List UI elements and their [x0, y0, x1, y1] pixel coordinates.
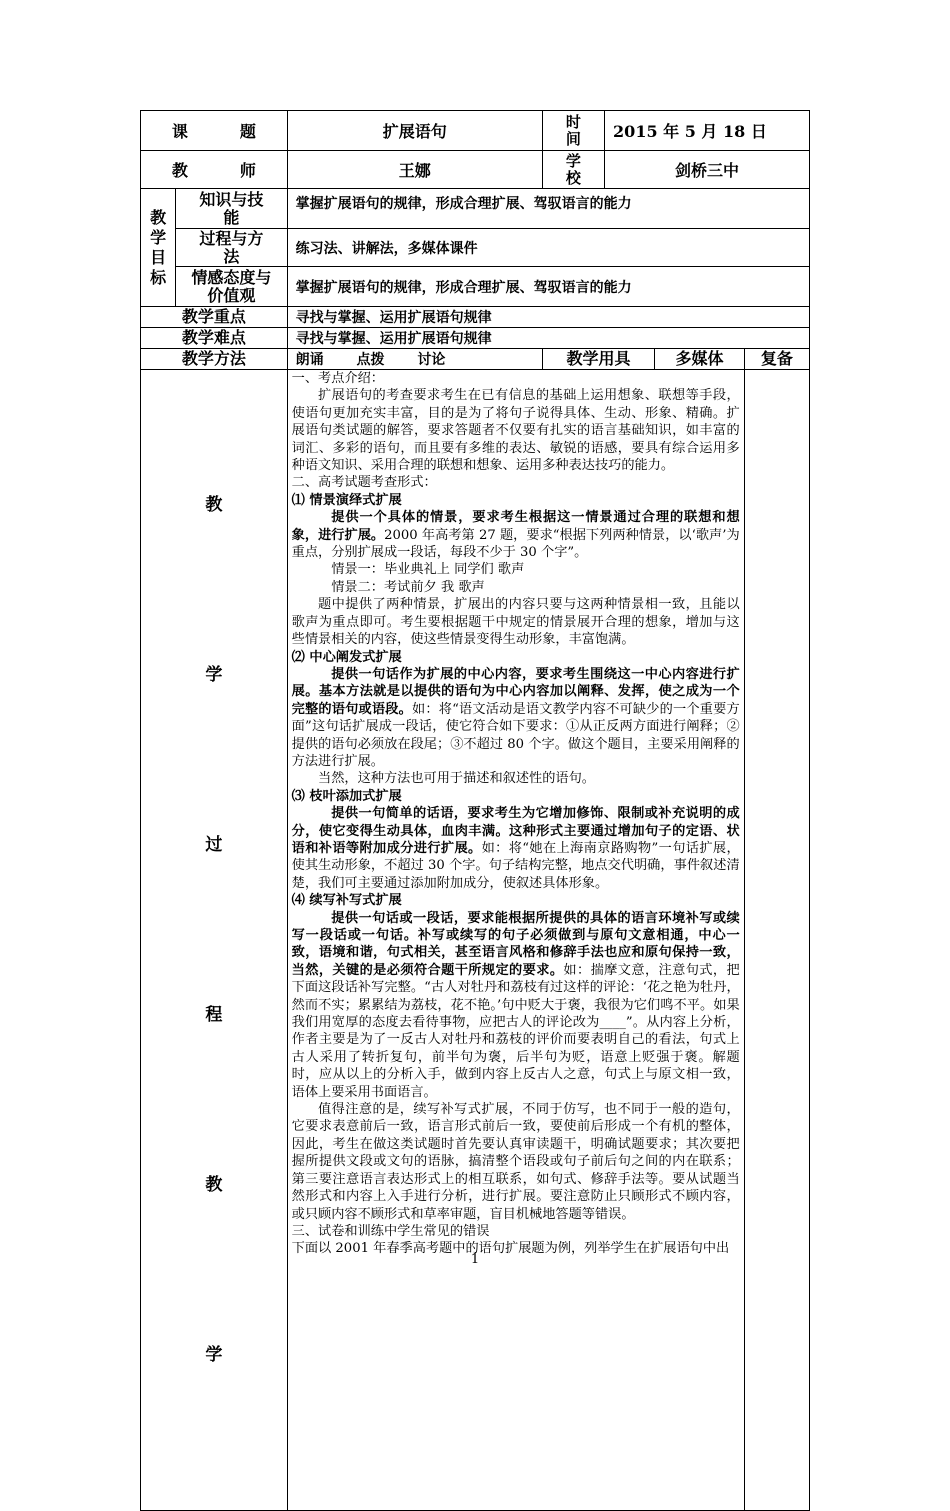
key-point-value: 寻找与掌握、运用扩展语句规律 [287, 307, 809, 328]
school-label: 学校 [542, 151, 604, 189]
key-point-row [141, 307, 810, 328]
teacher-value: 王娜 [287, 151, 542, 189]
process-label-char: 教 [205, 1175, 223, 1195]
method-value: 朗诵 点拨 讨论 [287, 349, 542, 370]
goal-row-process [141, 229, 810, 267]
paragraph: 如：揣摩文意，注意句式，把下面这段话补写完整。“古人对牡丹和荔枝有过这样的评论：‘花之艳为牡丹，然而不实；累累结为荔枝，花不艳。’句中贬大于褒，我很为它们鸣不平。如果我们用宽厚的态度去看待事物，应把古人的评论改为____”。从内容上分析，作者主要是为了一反古人对牡丹和荔枝的评价而要表明自己的看法，句式上古人采用了转折复句，前半句为褒，后半句为贬，语意上贬强于褒。解题时，应从以上的分析入手，做到内容上反古人之意，句式上与原文相一致，语体上要采用书面语言。 [291, 962, 740, 1100]
goal-value-emotion: 掌握扩展语句的规律，形成合理扩展、驾驭语言的能力 [287, 267, 809, 307]
process-label-char: 学 [205, 1345, 223, 1365]
paragraph: 值得注意的是，续写补写式扩展，不同于仿写，也不同于一般的造句，它要求表意前后一致，语言形式前后一致，要使前后形成一个有机的整体，因此，考生在做这类试题时首先要认真审读题干，明确试题要求；其次要把握所提供文段或文句的语脉，搞清整个语段或句子前后句之间的内在联系；第三要注意语言表达形式上的相互联系，如句式、修辞手法等。要从试题当然形式和内容上入手进行分析，进行扩展。要注意防止只顾形式不顾内容，或只顾内容不顾形式和草率审题，盲目机械地答题等错误。 [291, 1102, 740, 1222]
process-row [141, 370, 810, 1511]
subsection-heading: ⑴ 情景演绎式扩展 [291, 492, 402, 508]
date-value: 2015 年 5 月 18 日 [605, 111, 810, 151]
process-label-char: 过 [205, 835, 223, 855]
paragraph: 下面以 2001 年春季高考题中的语句扩展题为例，列举学生在扩展语句中出 [291, 1241, 730, 1257]
section-heading: 一、考点介绍： [291, 371, 384, 386]
process-content [287, 370, 744, 1511]
bold-definition: 提供一个具体的情景，要求考生根据这一情景通过合理的联想和想象，进行扩展。 [291, 510, 740, 543]
bold-definition: 提供一句话作为扩展的中心内容，要求考生围绕这一中心内容进行扩展。基本方法就是以提供的语句为中心内容加以阐释、发挥，使之成为一个完整的语句或语段。 [291, 666, 740, 717]
tools-label: 教学用具 [542, 349, 654, 370]
difficulty-value: 寻找与掌握、运用扩展语句规律 [287, 328, 809, 349]
school-value: 剑桥三中 [605, 151, 810, 189]
paragraph: 如：将“语文活动是语文教学内容不可缺少的一个重要方面”这句话扩展成一段话，使它符合如下要求：①从正反两方面进行阐释；②提供的语句必须放在段尾；③不超过 80 个字。做这个题目，主要采用阐释的方法进行扩展。 [291, 701, 740, 769]
subsection-heading: ⑵ 中心阐发式扩展 [291, 649, 402, 665]
goal-row-emotion [141, 267, 810, 307]
method-label: 教学方法 [141, 349, 288, 370]
bold-definition: 提供一句简单的话语，要求考生为它增加修饰、限制或补充说明的成分，使它变得生动具体，血肉丰满。这种形式主要通过增加句子的定语、状语和补语等附加成分进行扩展。 [291, 806, 740, 856]
subsection-heading: ⑷ 续写补写式扩展 [291, 893, 402, 909]
teacher-label: 教 师 [141, 151, 288, 189]
goal-value-knowledge: 掌握扩展语句的规律，形成合理扩展、驾驭语言的能力 [287, 189, 809, 229]
paragraph: 扩展语句的考查要求考生在已有信息的基础上运用想象、联想等手段，使语句更加充实丰富，目的是为了将句子说得具体、生动、形象、精确。扩展语句类试题的解答，要求答题者不仅要有扎实的语言基础知识，如丰富的词汇、多彩的语句，而且要有多维的表达、敏锐的语感，要具有综合运用多种语文知识、采用合理的联想和想象、运用多种表达技巧的能力。 [291, 388, 740, 474]
scenario-line: 情景二：考试前夕 我 歌声 [331, 579, 485, 595]
goal-label-knowledge: 知识与技能 [176, 189, 288, 229]
process-label-char: 程 [205, 1005, 223, 1025]
process-label [141, 370, 288, 1511]
goal-value-process: 练习法、讲解法，多媒体课件 [287, 229, 809, 267]
course-label: 课 题 [141, 111, 288, 151]
lesson-plan-table [140, 110, 810, 1511]
section-heading: 三、试卷和训练中学生常见的错误 [291, 1223, 490, 1239]
scenario-line: 情景一：毕业典礼上 同学们 歌声 [331, 562, 525, 578]
paragraph: 当然，这种方法也可用于描述和叙述性的语句。 [318, 771, 595, 787]
difficulty-label: 教学难点 [141, 328, 288, 349]
method-row [141, 349, 810, 370]
page-number: 1 [470, 1252, 480, 1267]
teacher-row [141, 151, 810, 189]
tools-value: 多媒体 [655, 349, 744, 370]
course-value: 扩展语句 [287, 111, 542, 151]
key-point-label: 教学重点 [141, 307, 288, 328]
goal-row-knowledge [141, 189, 810, 229]
time-label: 时间 [542, 111, 604, 151]
bold-definition: 提供一句话或一段话，要求能根据所提供的具体的语言环境补写或续写一段话或一句话。补写或续写的句子必须做到与原句文意相通，中心一致，语境和谐，句式相关，甚至语言风格和修辞手法也应和原句保持一致，当然，关键的是必须符合题干所规定的要求。 [291, 910, 740, 978]
paragraph: 题中提供了两种情景，扩展出的内容只要与这两种情景相一致，且能以歌声为重点即可。考生要根据题干中规定的情景展开合理的想象，增加与这些情景相关的内容，使这些情景变得生动形象，丰富饱满。 [291, 597, 740, 648]
paragraph: 如：将“她在上海南京路购物”一句话扩展，使其生动形象，不超过 30 个字。句子结构完整，地点交代明确，事件叙述清楚，我们可主要通过添加附加成分，使叙述具体形象。 [291, 840, 740, 891]
process-label-char: 学 [205, 665, 223, 685]
goals-section-label: 教学目标 [141, 189, 176, 307]
subsection-heading: ⑶ 枝叶添加式扩展 [291, 788, 402, 804]
paragraph: 2000 年高考第 27 题，要求“根据下列两种情景，以‘歌声’为重点，分别扩展成一段话，每段不少于 30 个字”。 [291, 527, 740, 561]
goal-label-emotion: 情感态度与价值观 [176, 267, 288, 307]
review-column [744, 370, 809, 1511]
course-row [141, 111, 810, 151]
goal-label-process: 过程与方法 [176, 229, 288, 267]
review-label: 复备 [744, 349, 809, 370]
section-heading: 二、高考试题考查形式： [291, 475, 437, 491]
difficulty-row [141, 328, 810, 349]
process-label-char: 教 [205, 495, 223, 515]
